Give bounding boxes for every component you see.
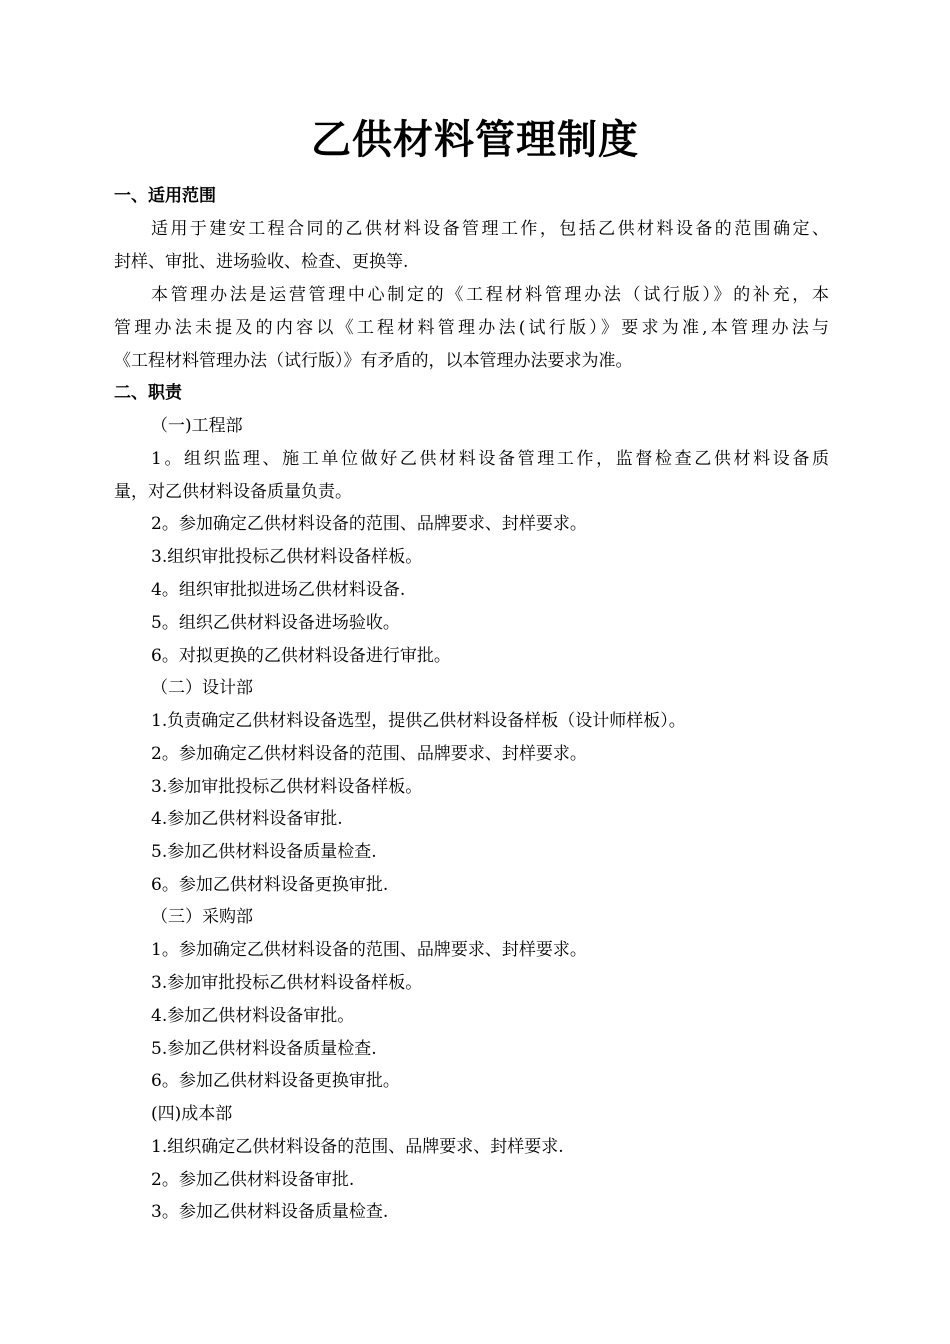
dept-title-procurement: （三）采购部 — [151, 907, 253, 927]
engineering-item-1-line-1: 1。组织监理、施工单位做好乙供材料设备管理工作，监督检查乙供材料设备质 — [151, 449, 829, 469]
procurement-item-4: 5.参加乙供材料设备质量检查. — [151, 1039, 377, 1059]
engineering-item-3: 3.组织审批投标乙供材料设备样板。 — [151, 547, 423, 567]
engineering-item-1-line-2: 量，对乙供材料设备质量负责。 — [114, 482, 352, 502]
procurement-item-5: 6。参加乙供材料设备更换审批。 — [151, 1071, 400, 1091]
scope-paragraph-1-line-1: 适用于建安工程合同的乙供材料设备管理工作，包括乙供材料设备的范围确定、 — [151, 219, 829, 239]
section-heading-duties: 二、职责 — [114, 383, 182, 403]
procurement-item-2: 3.参加审批投标乙供材料设备样板。 — [151, 973, 423, 993]
design-item-1: 1.负责确定乙供材料设备选型，提供乙供材料设备样板（设计师样板）。 — [151, 711, 686, 731]
engineering-item-4: 4。组织审批拟进场乙供材料设备. — [151, 580, 406, 600]
scope-paragraph-2-line-3: 《工程材料管理办法（试行版）》有矛盾的，以本管理办法要求为准。 — [114, 351, 633, 371]
design-item-4: 4.参加乙供材料设备审批. — [151, 809, 343, 829]
scope-paragraph-1-line-2: 封样、审批、进场验收、检查、更换等. — [114, 252, 409, 272]
design-item-3: 3.参加审批投标乙供材料设备样板。 — [151, 777, 423, 797]
cost-item-2: 2。参加乙供材料设备审批. — [151, 1170, 355, 1190]
engineering-item-6: 6。对拟更换的乙供材料设备进行审批。 — [151, 646, 451, 666]
dept-title-cost: (四)成本部 — [151, 1104, 233, 1124]
engineering-item-2: 2。参加确定乙供材料设备的范围、品牌要求、封样要求。 — [151, 514, 587, 534]
dept-title-design: （二）设计部 — [151, 678, 253, 698]
page-title: 乙供材料管理制度 — [311, 117, 639, 163]
cost-item-3: 3。参加乙供材料设备质量检查. — [151, 1202, 389, 1222]
section-heading-scope: 一、适用范围 — [114, 186, 216, 206]
dept-title-engineering: （一)工程部 — [151, 416, 243, 436]
design-item-6: 6。参加乙供材料设备更换审批. — [151, 875, 389, 895]
cost-item-1: 1.组织确定乙供材料设备的范围、品牌要求、封样要求. — [151, 1137, 564, 1157]
engineering-item-5: 5。组织乙供材料设备进场验收。 — [151, 613, 400, 633]
procurement-item-3: 4.参加乙供材料设备审批。 — [151, 1006, 355, 1026]
design-item-2: 2。参加确定乙供材料设备的范围、品牌要求、封样要求。 — [151, 744, 587, 764]
design-item-5: 5.参加乙供材料设备质量检查. — [151, 842, 377, 862]
procurement-item-1: 1。参加确定乙供材料设备的范围、品牌要求、封样要求。 — [151, 940, 587, 960]
scope-paragraph-2-line-1: 本管理办法是运营管理中心制定的《工程材料管理办法（试行版）》的补充，本 — [151, 285, 829, 305]
scope-paragraph-2-line-2: 管理办法未提及的内容以《工程材料管理办法(试行版）》要求为准,本管理办法与 — [114, 318, 829, 338]
